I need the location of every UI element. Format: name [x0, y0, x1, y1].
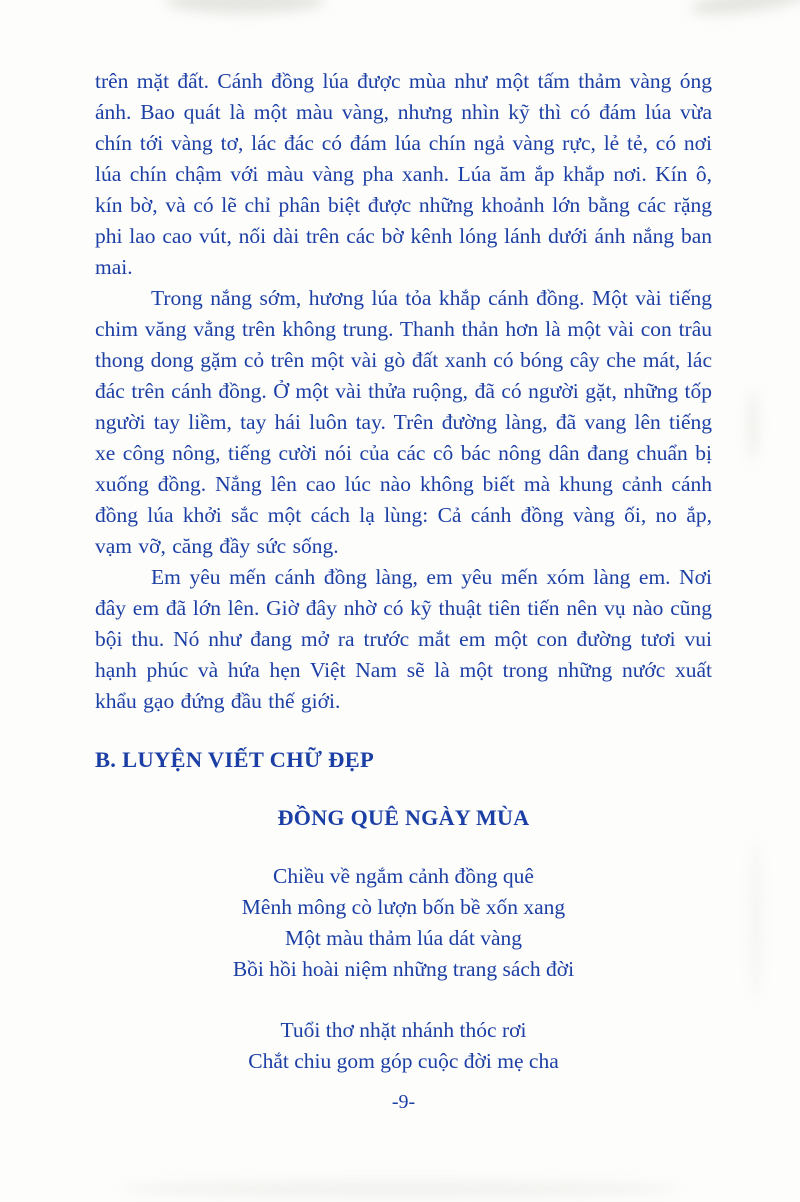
scan-artifact: [752, 840, 760, 1000]
poem-stanza-1: [95, 861, 712, 985]
scan-artifact: [120, 1180, 680, 1198]
poem-stanza-2: [95, 1015, 712, 1077]
poem-line: Mênh mông cò lượn bốn bề xốn xang: [241, 895, 566, 919]
body-paragraph: trên mặt đất. Cánh đồng lúa được mùa như một tấm thảm vàng óng ánh. Bao quát là một màu vàng, nhưng nhìn kỹ thì có đám lúa vừa chín tới vàng tơ, lác đác có đám lúa chín ngả vàng rực, lẻ tẻ, có nơi lúa chín chậm với màu vàng pha xanh. Lúa ăm ắp khắp nơi. Kín ô, kín bờ, và có lẽ chỉ phân biệt được những khoảnh lớn bằng các rặng phi lao cao vút, nối dài trên các bờ kênh lóng lánh dưới ánh nắng ban mai.: [95, 69, 712, 279]
poem-line: Bồi hồi hoài niệm những trang sách đời: [232, 957, 575, 981]
section-heading: B. LUYỆN VIẾT CHỮ ĐẸP: [95, 747, 375, 772]
page-number: -9-: [391, 1091, 416, 1113]
poem-line: Chắt chiu gom góp cuộc đời mẹ cha: [248, 1049, 559, 1073]
poem-line: Tuổi thơ nhặt nhánh thóc rơi: [280, 1018, 527, 1042]
scan-artifact: [165, 0, 325, 14]
scan-artifact: [748, 390, 758, 460]
scan-artifact: [689, 0, 800, 20]
poem-title: ĐỒNG QUÊ NGÀY MÙA: [277, 805, 530, 830]
body-paragraph: Trong nắng sớm, hương lúa tỏa khắp cánh đồng. Một vài tiếng chim văng vẳng trên không trung. Thanh thản hơn là một vài con trâu thong dong gặm cỏ trên một vài gò đất xanh có bóng cây che mát, lác đác trên cánh đồng. Ở một vài thửa ruộng, đã có người gặt, những tốp người tay liềm, tay hái luôn tay. Trên đường làng, đã vang lên tiếng xe công nông, tiếng cười nói của các cô bác nông dân đang chuẩn bị xuống đồng. Nắng lên cao lúc nào không biết mà khung cảnh cánh đồng lúa khởi sắc một cách lạ lùng: Cả cánh đồng vàng ối, no ắp, vạm vỡ, căng đầy sức sống.: [95, 286, 712, 558]
body-paragraph: Em yêu mến cánh đồng làng, em yêu mến xóm làng em. Nơi đây em đã lớn lên. Giờ đây nhờ có kỹ thuật tiên tiến nên vụ nào cũng bội thu. Nó như đang mở ra trước mắt em một con đường tươi vui hạnh phúc và hứa hẹn Việt Nam sẽ là một trong những nước xuất khẩu gạo đứng đầu thế giới.: [95, 565, 712, 713]
poem-line: Chiều về ngắm cảnh đồng quê: [273, 864, 534, 888]
poem-line: Một màu thảm lúa dát vàng: [284, 926, 523, 950]
